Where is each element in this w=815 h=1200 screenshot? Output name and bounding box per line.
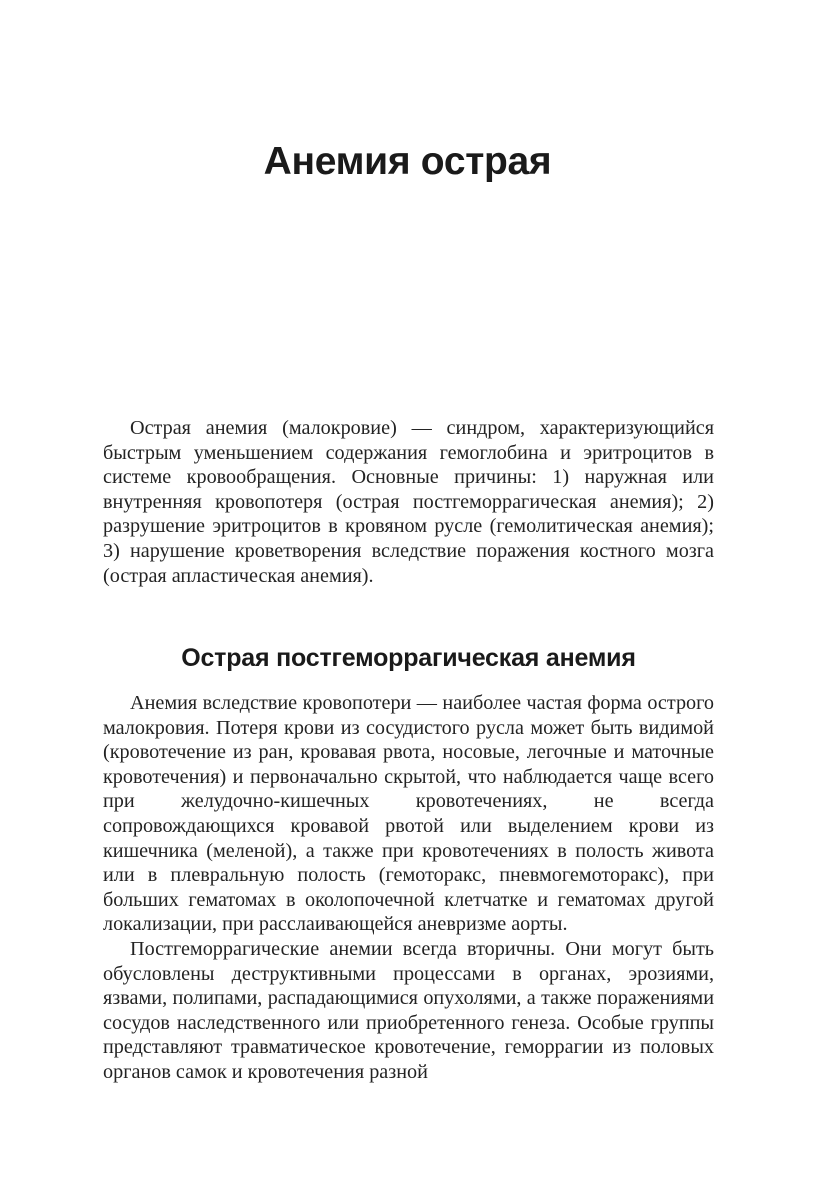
body-paragraph: Постгеморрагические анемии всегда вторичны. Они могут быть обусловлены деструктивными процессами в органах, эрозиями, язвами, полипами, распадающимися опухолями, а также поражениями сосудов наследственного или приобретенного генеза. Особые группы представляют травматическое кровотечение, геморрагии из половых органов самок и кровотечения разной [103,937,714,1083]
intro-block [103,416,714,588]
section-block [103,639,714,1085]
section-title: Острая постгеморрагическая анемия [181,644,636,672]
chapter-title: Анемия острая [263,140,552,183]
body-paragraph: Анемия вследствие кровопотери — наиболее частая форма острого малокровия. Потеря крови из сосудистого русла может быть видимой (кровотечение из ран, кровавая рвота, носовые, легочные и маточные кровотечения) и первоначально скрытой, что наблюдается чаще всего при желудочно-кишечных кровотечениях, не всегда сопровождающихся кровавой рвотой или выделением крови из кишечника (меленой), а также при кровотечениях в полость живота или в плевральную полость (гемоторакс, пневмогемоторакс), при больших гематомах в околопочечной клетчатке и гематомах другой локализации, при расслаивающейся аневризме аорты. [103,692,714,936]
intro-paragraph: Острая анемия (малокровие) — синдром, характеризующийся быстрым уменьшением содержания гемоглобина и эритроцитов в системе кровообращения. Основные причины: 1) наружная или внутренняя кровопотеря (острая постгеморрагическая анемия); 2) разрушение эритроцитов в кровяном русле (гемолитическая анемия); 3) нарушение кроветворения вследствие поражения костного мозга (острая апластическая анемия). [103,417,714,587]
